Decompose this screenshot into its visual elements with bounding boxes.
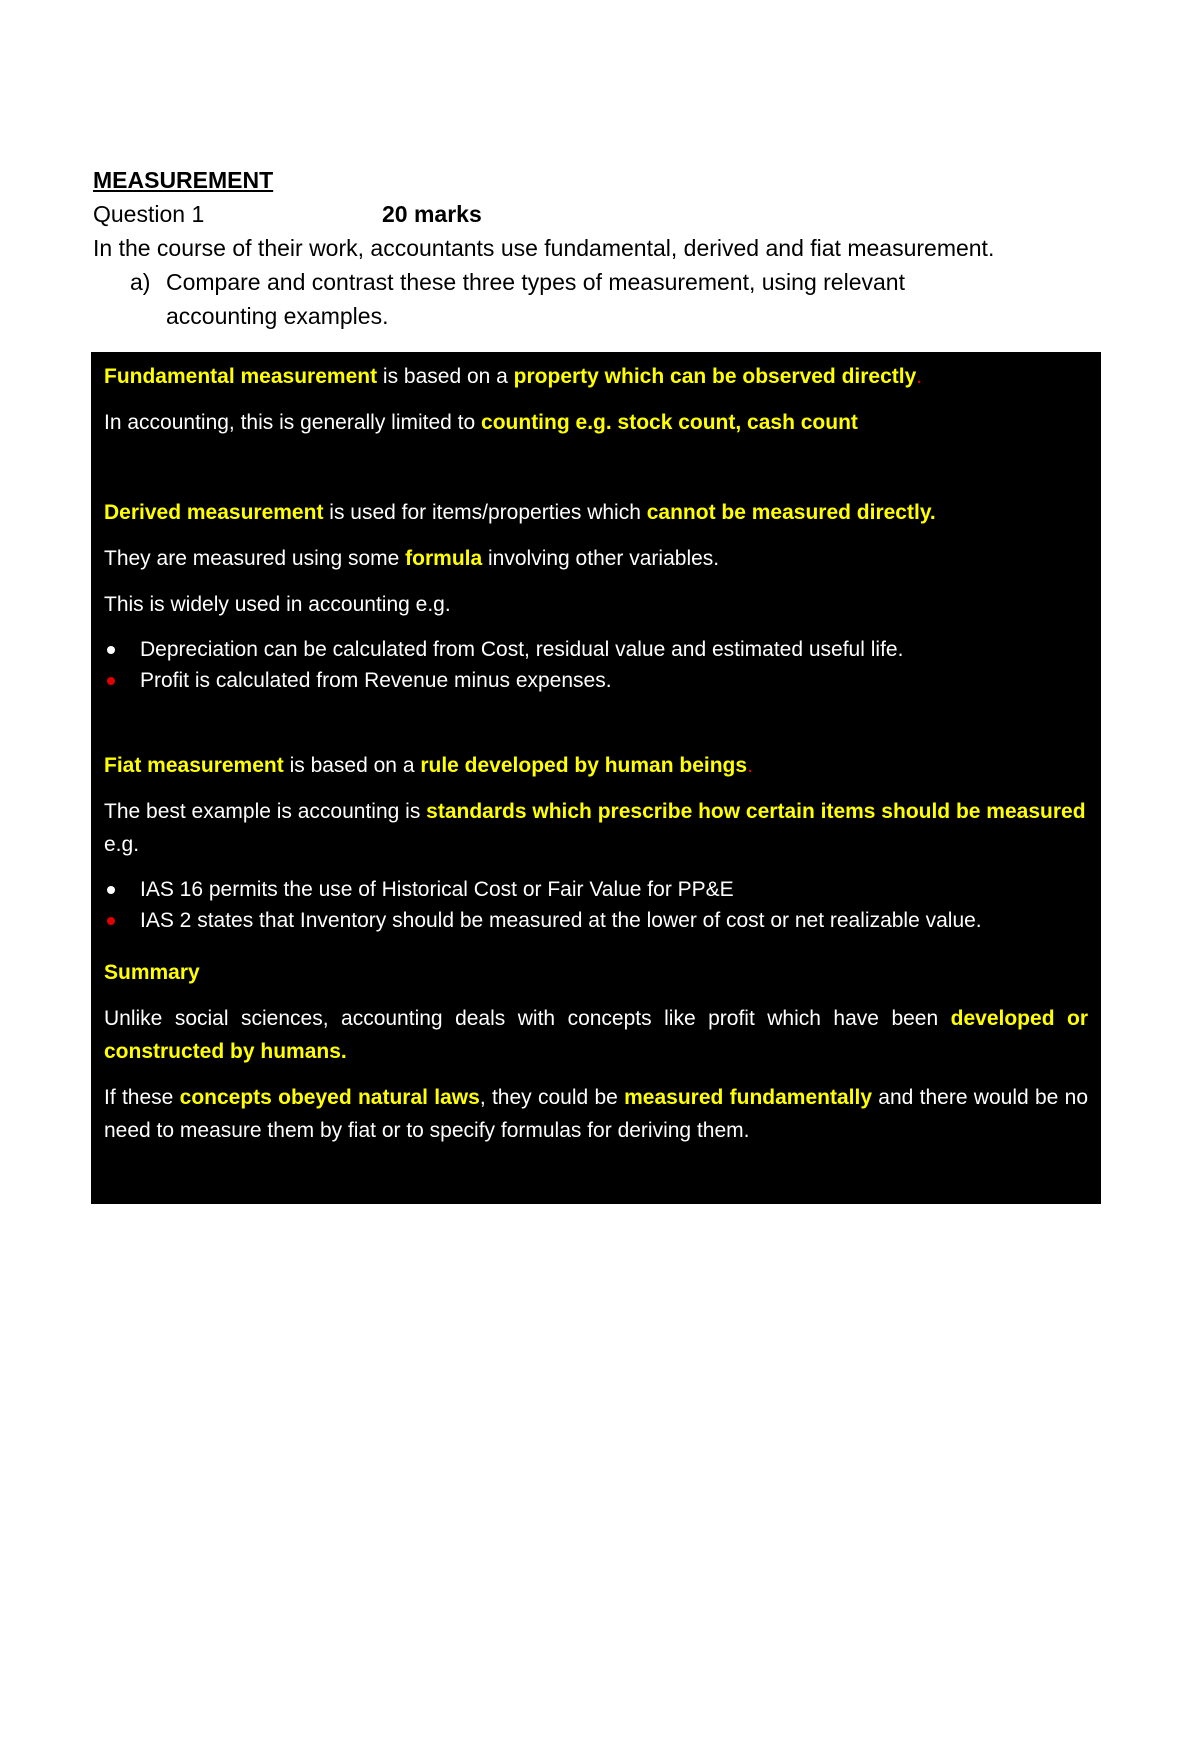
- summary-p2-pre: If these: [104, 1086, 180, 1109]
- bullet-text: Depreciation can be calculated from Cost, residual value and estimated useful life.: [140, 638, 904, 661]
- fiat-end: .: [747, 754, 753, 777]
- bullet-icon: [107, 917, 115, 925]
- derived-formula-pre: They are measured using some: [104, 547, 406, 570]
- marks-label: 20 marks: [382, 201, 482, 227]
- bullet-text: Profit is calculated from Revenue minus expenses.: [140, 669, 612, 692]
- summary-p2-highlight-1: concepts obeyed natural laws: [179, 1086, 480, 1109]
- answer-box: [91, 352, 1101, 1204]
- question-part-a: [93, 265, 1133, 333]
- question-label: Question 1: [93, 201, 205, 227]
- fiat-bullet-list: [104, 874, 1088, 936]
- fiat-example-pre: The best example is accounting is: [104, 800, 427, 823]
- fundamental-definition: [104, 360, 1088, 393]
- fundamental-end: .: [916, 365, 923, 388]
- bullet-icon: [107, 646, 115, 654]
- part-text: Compare and contrast these three types of measurement, using relevant accounting examples.: [166, 269, 905, 329]
- fundamental-example: [104, 406, 1088, 439]
- bullet-text: IAS 2 states that Inventory should be measured at the lower of cost or net realizable value.: [140, 909, 982, 932]
- fundamental-example-text: In accounting, this is generally limited to: [104, 411, 482, 434]
- question-intro: In the course of their work, accountants use fundamental, derived and fiat measurement.: [93, 235, 995, 261]
- summary-p1-highlight: developed or constructed by humans.: [104, 1007, 1088, 1063]
- fundamental-term: Fundamental measurement: [104, 365, 378, 388]
- derived-highlight: cannot be measured directly.: [646, 501, 936, 524]
- bullet-text: IAS 16 permits the use of Historical Cost or Fair Value for PP&E: [140, 878, 734, 901]
- summary-heading: Summary: [104, 961, 200, 984]
- summary-p2-post: and there would be no need to measure them by fiat or to specify formulas for deriving them.: [104, 1086, 1088, 1142]
- summary-paragraph-2: [104, 1081, 1088, 1147]
- fiat-example-post: e.g.: [104, 833, 140, 856]
- list-item: [104, 665, 1088, 696]
- summary-p1-text: Unlike social sciences, accounting deals with concepts like profit which have been: [104, 1007, 951, 1030]
- fiat-definition: [104, 749, 1088, 782]
- fiat-example: [104, 795, 1088, 861]
- fundamental-highlight: property which can be observed directly: [513, 365, 917, 388]
- fiat-term: Fiat measurement: [104, 754, 284, 777]
- fiat-highlight: rule developed by human beings: [420, 754, 748, 777]
- fiat-example-highlight: standards which prescribe how certain items should be measured: [426, 800, 1086, 823]
- bullet-icon: [107, 886, 115, 894]
- question-line: [93, 197, 1133, 231]
- question-header: [93, 163, 1133, 333]
- summary-paragraph-1: [104, 1002, 1088, 1068]
- summary-p2-highlight-2: measured fundamentally: [624, 1086, 872, 1109]
- page-title: MEASUREMENT: [93, 167, 274, 193]
- derived-text: is used for items/properties which: [323, 501, 647, 524]
- derived-formula: [104, 542, 1088, 575]
- derived-formula-post: involving other variables.: [482, 547, 720, 570]
- bullet-icon: [107, 677, 115, 685]
- derived-term: Derived measurement: [104, 501, 324, 524]
- fundamental-text: is based on a: [377, 365, 514, 388]
- derived-definition: [104, 496, 1088, 529]
- derived-usage: This is widely used in accounting e.g.: [104, 593, 451, 616]
- list-item: [104, 634, 1088, 665]
- list-item: [104, 905, 1088, 936]
- part-label: a): [130, 269, 151, 295]
- summary-p2-mid: , they could be: [479, 1086, 625, 1109]
- derived-bullet-list: [104, 634, 1088, 696]
- fiat-text: is based on a: [283, 754, 421, 777]
- list-item: [104, 874, 1088, 905]
- derived-formula-highlight: formula: [405, 547, 483, 570]
- fundamental-example-highlight: counting e.g. stock count, cash count: [481, 411, 858, 434]
